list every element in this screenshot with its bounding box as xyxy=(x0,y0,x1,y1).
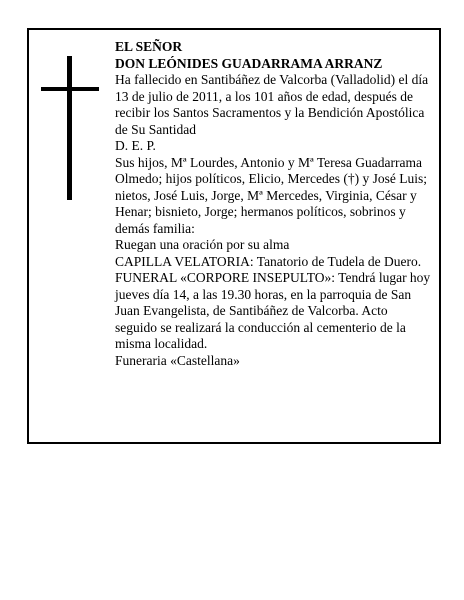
cross-horizontal-bar xyxy=(41,87,99,91)
rip-text: D. E. P. xyxy=(115,138,156,153)
cross-vertical-bar xyxy=(67,56,72,200)
chapel-info: CAPILLA VELATORIA: Tanatorio de Tudela de Duero. xyxy=(115,253,422,269)
funeral-info: FUNERAL «CORPORE INSEPULTO»: Tendrá lugar hoy jueves día 14, a las 19.30 horas, en la parroquia de San Juan Evangelista, de Santibáñez de Valcorba. Acto seguido se realizará la conducción al cementerio de la misma localidad. xyxy=(115,270,431,351)
funeral-home: Funeraria «Castellana» xyxy=(115,352,240,368)
prayer-request: Ruegan una oración por su alma xyxy=(115,237,290,252)
deceased-name: DON LEÓNIDES GUADARRAMA ARRANZ xyxy=(115,55,383,71)
notice-text xyxy=(115,39,431,369)
honorific: EL SEÑOR xyxy=(115,39,183,54)
cross-icon xyxy=(41,56,99,200)
obituary-notice xyxy=(27,28,441,444)
death-announcement: Ha fallecido en Santibáñez de Valcorba (Valladolid) el día 13 de julio de 2011, a los 101 años de edad, después de recibir los Santos Sacramentos y la Bendición Apostólica de Su Santidad xyxy=(115,72,429,137)
family-list: Sus hijos, Mª Lourdes, Antonio y Mª Teresa Guadarrama Olmedo; hijos políticos, Elicio, Mercedes (†) y José Luis; nietos, José Luis, Jorge, Mª Mercedes, Virginia, César y Henar; bisnieto, Jorge; hermanos políticos, sobrinos y demás familia: xyxy=(115,154,427,236)
